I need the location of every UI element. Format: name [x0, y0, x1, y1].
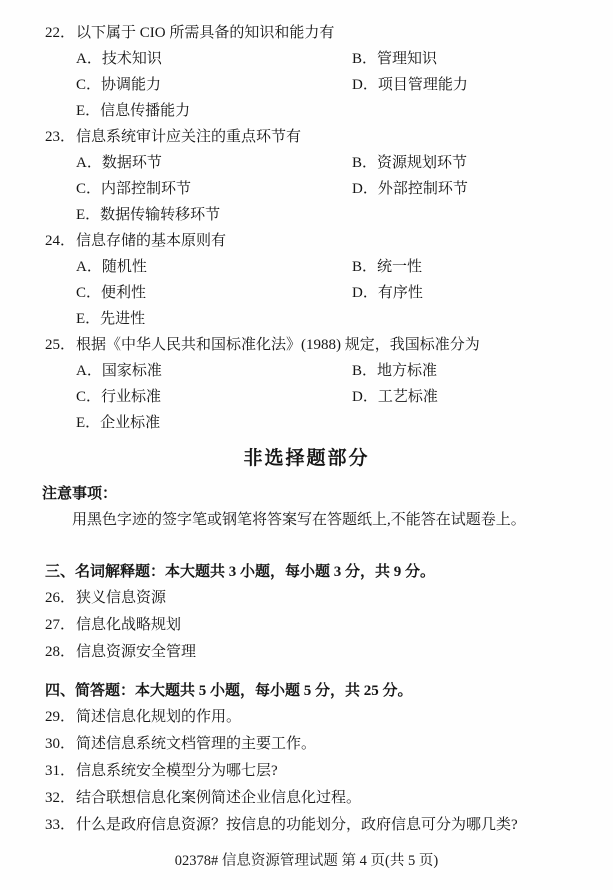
- option-row: [0, 202, 613, 228]
- question-stem-line: [0, 20, 613, 46]
- option-row: [0, 72, 613, 98]
- question-stem-line: [0, 124, 613, 150]
- option-text: 管理知识: [377, 51, 438, 67]
- option-a: [76, 46, 352, 72]
- option-d: [352, 280, 423, 306]
- question-number: 23．: [45, 129, 76, 145]
- option-row: [0, 280, 613, 306]
- notice-title: 注意事项：: [42, 485, 118, 502]
- question-stem: 信息存储的基本原则有: [76, 233, 227, 249]
- option-text: 先进性: [100, 311, 146, 327]
- item-27: [0, 612, 613, 639]
- page-footer: 02378# 信息资源管理试题 第 4 页(共 5 页): [174, 853, 439, 869]
- option-text: 国家标准: [101, 363, 162, 379]
- section-short-answer: [0, 678, 613, 839]
- option-label: C．: [76, 389, 102, 405]
- option-label: E．: [76, 415, 101, 431]
- item-31: [0, 758, 613, 785]
- item-text: 信息资源安全管理: [76, 644, 197, 660]
- item-number: 31．: [45, 763, 76, 779]
- option-e: [76, 410, 352, 436]
- question-stem: 根据《中华人民共和国标准化法》(1988) 规定，我国标准分为: [76, 337, 480, 353]
- option-row: [0, 46, 613, 72]
- option-a: [76, 358, 352, 384]
- notice-body: 用黑色字迹的签字笔或钢笔将答案写在答题纸上,不能答在试题卷上。: [72, 512, 526, 528]
- option-row: [0, 358, 613, 384]
- option-text: 工艺标准: [377, 389, 438, 405]
- option-b: [352, 46, 437, 72]
- item-text: 信息化战略规划: [76, 617, 182, 633]
- item-number: 29．: [45, 709, 76, 725]
- option-a: [76, 150, 352, 176]
- option-text: 协调能力: [101, 77, 162, 93]
- question-23: [0, 124, 613, 228]
- option-d: [352, 176, 468, 202]
- option-e: [76, 202, 352, 228]
- option-text: 资源规划环节: [377, 155, 468, 171]
- item-text: 狭义信息资源: [76, 590, 167, 606]
- option-text: 有序性: [377, 285, 423, 301]
- option-label: D．: [352, 285, 378, 301]
- option-d: [352, 72, 468, 98]
- option-text: 便利性: [101, 285, 147, 301]
- option-label: E．: [76, 311, 101, 327]
- option-row: [0, 150, 613, 176]
- option-row: [0, 98, 613, 124]
- question-number: 22．: [45, 25, 76, 41]
- option-a: [76, 254, 352, 280]
- option-label: D．: [352, 181, 378, 197]
- option-c: [76, 72, 352, 98]
- item-30: [0, 731, 613, 758]
- option-e: [76, 306, 352, 332]
- option-row: [0, 410, 613, 436]
- option-label: E．: [76, 207, 101, 223]
- option-e: [76, 98, 352, 124]
- option-text: 企业标准: [100, 415, 161, 431]
- item-number: 26．: [45, 590, 76, 606]
- option-b: [352, 358, 437, 384]
- option-label: C．: [76, 285, 102, 301]
- option-label: B．: [352, 363, 378, 379]
- item-28: [0, 639, 613, 666]
- option-label: C．: [76, 181, 102, 197]
- option-b: [352, 150, 467, 176]
- part-title: 非选择题部分: [243, 448, 370, 469]
- item-text: 简述信息化规划的作用。: [76, 709, 242, 725]
- item-26: [0, 585, 613, 612]
- option-label: E．: [76, 103, 101, 119]
- option-text: 数据传输转移环节: [100, 207, 221, 223]
- option-text: 技术知识: [101, 51, 162, 67]
- option-text: 数据环节: [101, 155, 162, 171]
- option-label: D．: [352, 389, 378, 405]
- option-row: [0, 254, 613, 280]
- question-stem: 信息系统审计应关注的重点环节有: [76, 129, 302, 145]
- item-number: 30．: [45, 736, 76, 752]
- option-text: 内部控制环节: [101, 181, 192, 197]
- option-text: 信息传播能力: [100, 103, 191, 119]
- question-number: 24．: [45, 233, 76, 249]
- option-row: [0, 306, 613, 332]
- option-text: 统一性: [377, 259, 423, 275]
- option-label: A．: [76, 155, 102, 171]
- question-stem: 以下属于 CIO 所需具备的知识和能力有: [76, 25, 335, 41]
- item-number: 32．: [45, 790, 76, 806]
- item-number: 33．: [45, 817, 76, 833]
- option-c: [76, 176, 352, 202]
- question-stem-line: [0, 332, 613, 358]
- section-heading: 四、简答题：本大题共 5 小题，每小题 5 分，共 25 分。: [45, 683, 413, 699]
- option-label: B．: [352, 51, 378, 67]
- option-text: 项目管理能力: [377, 77, 468, 93]
- section-term-explanation: [0, 559, 613, 666]
- option-label: B．: [352, 155, 378, 171]
- option-text: 外部控制环节: [377, 181, 468, 197]
- option-row: [0, 384, 613, 410]
- item-text: 什么是政府信息资源？按信息的功能划分，政府信息可分为哪几类?: [76, 817, 518, 833]
- item-32: [0, 785, 613, 812]
- item-number: 28．: [45, 644, 76, 660]
- option-label: B．: [352, 259, 378, 275]
- section-heading: 三、名词解释题：本大题共 3 小题，每小题 3 分，共 9 分。: [45, 564, 436, 580]
- item-number: 27．: [45, 617, 76, 633]
- item-29: [0, 704, 613, 731]
- question-22: [0, 20, 613, 124]
- option-row: [0, 176, 613, 202]
- question-24: [0, 228, 613, 332]
- option-b: [352, 254, 422, 280]
- option-d: [352, 384, 438, 410]
- option-text: 随机性: [101, 259, 147, 275]
- item-text: 简述信息系统文档管理的主要工作。: [76, 736, 317, 752]
- option-text: 行业标准: [101, 389, 162, 405]
- item-text: 结合联想信息化案例简述企业信息化过程。: [76, 790, 362, 806]
- option-label: A．: [76, 51, 102, 67]
- question-25: [0, 332, 613, 436]
- option-c: [76, 384, 352, 410]
- option-text: 地方标准: [377, 363, 438, 379]
- item-33: [0, 812, 613, 839]
- item-text: 信息系统安全模型分为哪七层?: [76, 763, 278, 779]
- question-number: 25．: [45, 337, 76, 353]
- option-label: C．: [76, 77, 102, 93]
- option-c: [76, 280, 352, 306]
- option-label: A．: [76, 363, 102, 379]
- question-stem-line: [0, 228, 613, 254]
- option-label: A．: [76, 259, 102, 275]
- option-label: D．: [352, 77, 378, 93]
